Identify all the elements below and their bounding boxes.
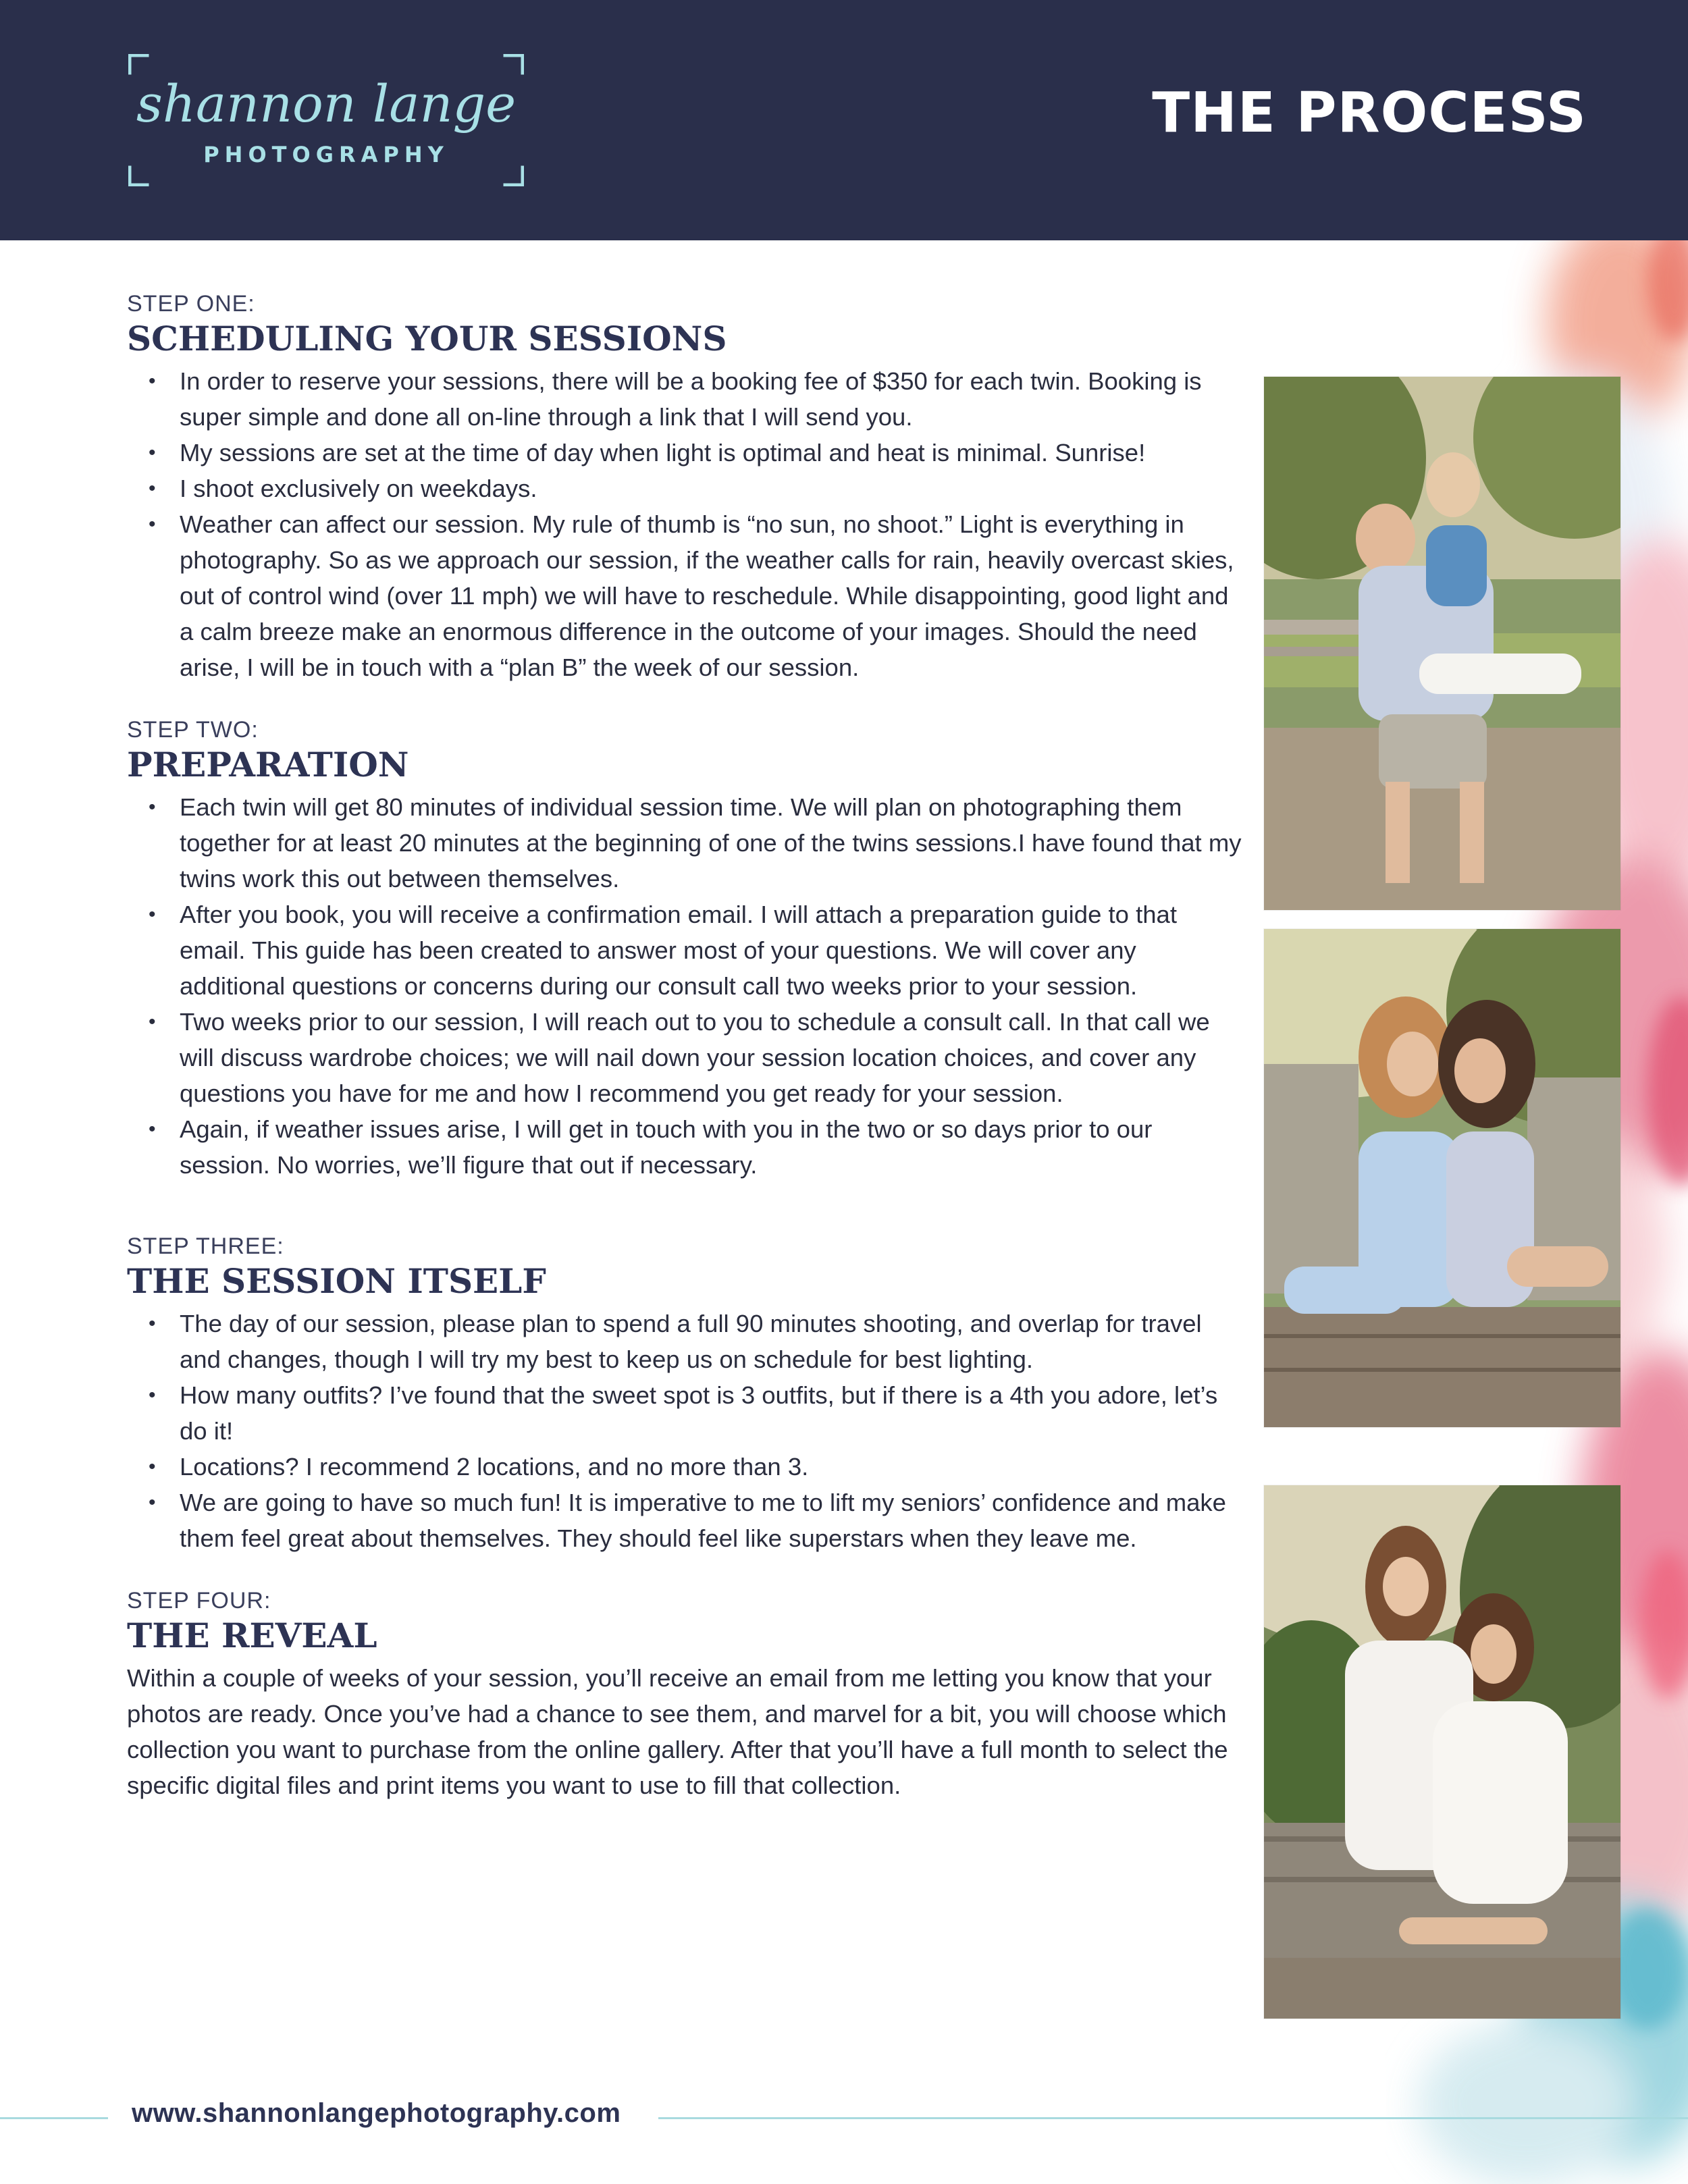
bullet-list (127, 789, 1248, 1183)
step-heading: THE REVEAL (127, 1616, 377, 1655)
list-item: • Weather can affect our session. My rule of thumb is “no sun, no shoot.” Light is everything in photography. So as we approach our session, if the weather calls for rain, heavily overcast skies, out of control wind (over 11 mph) we will have to reschedule. While disappointing, good light and a calm breeze make an enormous difference in the outcome of your images. Should the need arise, I will be in touch with a “plan B” the week of our session. (127, 506, 1248, 685)
list-item: • How many outfits? I’ve found that the sweet spot is 3 outfits, but if there is a 4th you adore, let’s do it! (127, 1377, 1248, 1449)
bullet-icon: • (149, 1456, 156, 1478)
step-two (127, 716, 1248, 1183)
list-item: • Two weeks prior to our session, I will reach out to you to schedule a consult call. In that call we will discuss wardrobe choices; we will nail down your session location choices, and cover any questions you have for me and how I recommend you get ready for your session. (127, 1004, 1248, 1111)
bullet-icon: • (149, 1312, 156, 1335)
footer-website-link[interactable]: www.shannonlangephotography.com (132, 2098, 621, 2128)
footer-divider-right (658, 2117, 1688, 2119)
bullet-icon: • (149, 1491, 156, 1514)
bullet-icon: • (149, 370, 156, 392)
bullet-icon: • (149, 477, 156, 500)
list-item: • After you book, you will receive a confirmation email. I will attach a preparation guide to that email. This guide has been created to answer most of your questions. We will cover any additional questions or concerns during our consult call two weeks prior to your session. (127, 897, 1248, 1004)
brand-logo (128, 54, 524, 186)
logo-corner-top-left (130, 55, 147, 73)
bullet-icon: • (149, 442, 156, 464)
list-item: • My sessions are set at the time of day when light is optimal and heat is minimal. Sunrise! (127, 435, 1248, 471)
step-heading: THE SESSION ITSELF (127, 1261, 546, 1301)
list-item: • We are going to have so much fun! It is imperative to me to lift my seniors’ confidence and make them feel great about themselves. They should feel like superstars when they leave me. (127, 1485, 1248, 1556)
list-item: • In order to reserve your sessions, there will be a booking fee of $350 for each twin. Booking is super simple and done all on-line through a link that I will send you. (127, 363, 1248, 435)
bullet-icon: • (149, 1118, 156, 1140)
header-banner (0, 0, 1688, 240)
step-heading: PREPARATION (127, 745, 409, 784)
step-kicker: STEP TWO: (127, 717, 259, 743)
photo-sisters-white-dresses (1264, 1485, 1620, 2019)
photo-couple-on-bridge (1264, 377, 1620, 910)
list-item: • Again, if weather issues arise, I will get in touch with you in the two or so days prior to our session. No worries, we’ll figure that out if necessary. (127, 1111, 1248, 1183)
step-kicker: STEP ONE: (127, 291, 255, 317)
page-title: THE PROCESS (1152, 81, 1587, 145)
bullet-icon: • (149, 1011, 156, 1033)
footer-divider-left (0, 2117, 108, 2119)
photo-sisters-on-bridge (1264, 929, 1620, 1427)
bullet-icon: • (149, 513, 156, 535)
step-kicker: STEP THREE: (127, 1233, 284, 1259)
logo-script-text: shannon lange (136, 74, 517, 134)
step-one (127, 290, 1248, 685)
bullet-list (127, 363, 1248, 685)
list-item: • Each twin will get 80 minutes of individual session time. We will plan on photographing them together for at least 20 minutes at the beginning of one of the twins sessions.I have found that my twins work this out between themselves. (127, 789, 1248, 897)
bullet-icon: • (149, 1384, 156, 1406)
logo-sub-text: PHOTOGRAPHY (203, 142, 449, 167)
list-item: • I shoot exclusively on weekdays. (127, 471, 1248, 506)
bullet-icon: • (149, 796, 156, 818)
step-kicker: STEP FOUR: (127, 1588, 271, 1614)
reveal-paragraph: Within a couple of weeks of your session, you’ll receive an email from me letting you know that your photos are ready. Once you’ve had a chance to see them, and marvel for a bit, you will choose which collection you want to purchase from the online gallery. After that you’ll have a full month to select the specific digital files and print items you want to use to fill that collection. (127, 1664, 1228, 1799)
logo-corner-bottom-right (505, 167, 523, 185)
step-three (127, 1233, 1248, 1556)
process-content (127, 290, 1248, 1803)
bullet-icon: • (149, 903, 156, 926)
list-item: • The day of our session, please plan to spend a full 90 minutes shooting, and overlap for travel and changes, though I will try my best to keep us on schedule for best lighting. (127, 1306, 1248, 1377)
step-four (127, 1587, 1248, 1803)
logo-corner-bottom-left (130, 167, 147, 185)
list-item: • Locations? I recommend 2 locations, and no more than 3. (127, 1449, 1248, 1485)
step-heading: SCHEDULING YOUR SESSIONS (127, 319, 727, 358)
bullet-list (127, 1306, 1248, 1556)
logo-corner-top-right (505, 55, 523, 73)
